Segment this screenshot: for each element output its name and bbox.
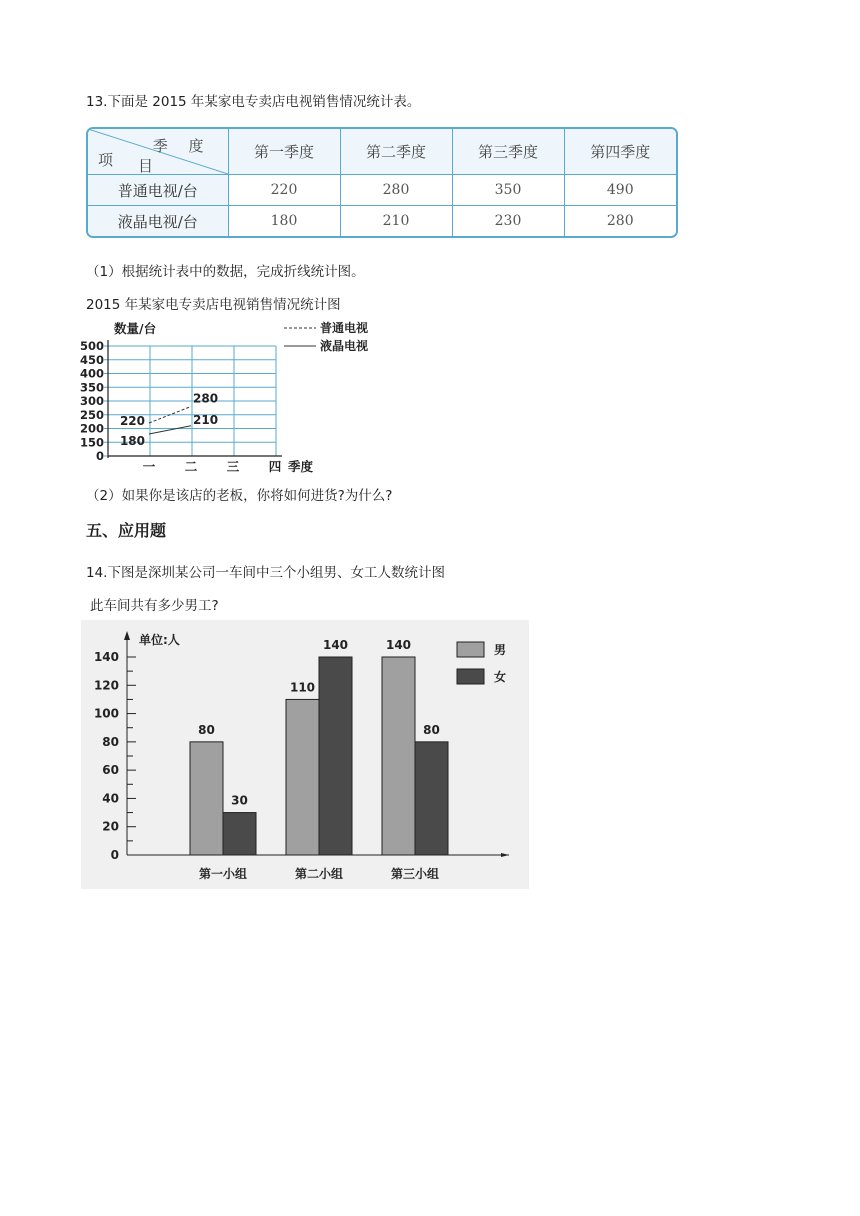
data-label: 140 bbox=[322, 638, 349, 652]
y-tick-label: 0 bbox=[95, 449, 104, 463]
bar bbox=[223, 813, 256, 855]
bar bbox=[415, 742, 448, 855]
data-label: 220 bbox=[119, 414, 145, 428]
y-tick-label: 100 bbox=[93, 706, 119, 721]
y-axis-label: 数量/台 bbox=[114, 321, 157, 336]
x-tick-label: 一 bbox=[142, 459, 156, 474]
section-heading: 五、应用题 bbox=[86, 521, 167, 540]
column-header: 第三季度 bbox=[452, 129, 564, 175]
table-corner-cell bbox=[88, 129, 228, 175]
data-label: 210 bbox=[193, 412, 219, 427]
y-tick-label: 450 bbox=[80, 352, 104, 367]
row-header: 液晶电视/台 bbox=[88, 206, 228, 236]
column-header: 第二季度 bbox=[340, 129, 452, 175]
y-tick-label: 80 bbox=[102, 734, 119, 749]
bar-chart bbox=[81, 620, 529, 889]
line-chart bbox=[80, 318, 400, 476]
data-label: 30 bbox=[231, 793, 248, 808]
bar bbox=[319, 657, 352, 855]
column-header: 第一季度 bbox=[228, 129, 340, 175]
legend-label: 女 bbox=[494, 670, 507, 684]
y-tick-label: 250 bbox=[80, 407, 104, 422]
corner-label-season: 季 度 bbox=[152, 137, 212, 155]
legend-label: 男 bbox=[494, 643, 507, 657]
data-label: 110 bbox=[289, 680, 316, 695]
table-cell: 210 bbox=[340, 206, 452, 236]
question-14-title: 14.下图是深圳某公司一车间中三个小组男、女工人数统计图 bbox=[86, 565, 445, 581]
question-13-title: 13.下面是 2015 年某家电专卖店电视销售情况统计表。 bbox=[86, 94, 421, 110]
y-tick-label: 500 bbox=[80, 339, 104, 353]
table-cell: 350 bbox=[452, 175, 564, 206]
x-tick-label: 三 bbox=[226, 459, 240, 474]
table-cell: 230 bbox=[452, 206, 564, 236]
question-14-prompt: 此车间共有多少男工? bbox=[90, 598, 219, 614]
table-row bbox=[88, 175, 676, 206]
x-tick-label: 第二小组 bbox=[294, 867, 344, 881]
y-tick-label: 140 bbox=[93, 650, 119, 664]
y-tick-label: 300 bbox=[80, 394, 104, 408]
corner-label-item-1: 项 bbox=[98, 151, 114, 169]
row-header: 普通电视/台 bbox=[88, 175, 228, 206]
line-chart-caption: 2015 年某家电专卖店电视销售情况统计图 bbox=[86, 297, 341, 313]
legend-label: 液晶电视 bbox=[320, 339, 369, 353]
x-tick-label: 第三小组 bbox=[390, 867, 440, 881]
table-cell: 180 bbox=[228, 206, 340, 236]
x-tick-label: 第一小组 bbox=[198, 867, 248, 881]
y-tick-label: 60 bbox=[102, 763, 119, 778]
y-tick-label: 40 bbox=[102, 791, 119, 806]
y-tick-label: 150 bbox=[80, 435, 104, 450]
data-label: 80 bbox=[423, 722, 440, 737]
legend-swatch bbox=[457, 642, 484, 657]
legend-swatch bbox=[457, 669, 484, 684]
series-line bbox=[149, 426, 191, 434]
bar bbox=[190, 742, 223, 855]
bar bbox=[382, 657, 415, 855]
column-header: 第四季度 bbox=[564, 129, 676, 175]
table-cell: 280 bbox=[340, 175, 452, 206]
legend-label: 普通电视 bbox=[320, 321, 369, 335]
table-header-row bbox=[88, 129, 676, 175]
corner-label-item-2: 目 bbox=[138, 157, 154, 175]
question-13-part-2: （2）如果你是该店的老板，你将如何进货?为什么? bbox=[86, 488, 393, 504]
x-tick-label: 四 bbox=[268, 459, 282, 474]
y-tick-label: 200 bbox=[80, 421, 104, 436]
question-13-part-1: （1）根据统计表中的数据，完成折线统计图。 bbox=[86, 264, 365, 280]
data-label: 140 bbox=[385, 638, 412, 652]
y-tick-label: 350 bbox=[80, 380, 104, 395]
unit-label: 单位:人 bbox=[139, 633, 180, 647]
bar bbox=[286, 699, 319, 855]
table-row bbox=[88, 206, 676, 236]
table-cell: 220 bbox=[228, 175, 340, 206]
table-cell: 280 bbox=[564, 206, 676, 236]
table-cell: 490 bbox=[564, 175, 676, 206]
data-label: 280 bbox=[193, 391, 219, 406]
y-tick-label: 20 bbox=[102, 819, 119, 834]
sales-table bbox=[86, 127, 678, 238]
y-tick-label: 120 bbox=[93, 678, 119, 693]
data-label: 80 bbox=[198, 722, 215, 737]
y-tick-label: 400 bbox=[80, 366, 104, 381]
x-tick-label: 二 bbox=[184, 459, 198, 474]
x-axis-label: 季度 bbox=[288, 459, 314, 474]
data-label: 180 bbox=[119, 434, 145, 448]
y-tick-label: 0 bbox=[110, 848, 119, 862]
